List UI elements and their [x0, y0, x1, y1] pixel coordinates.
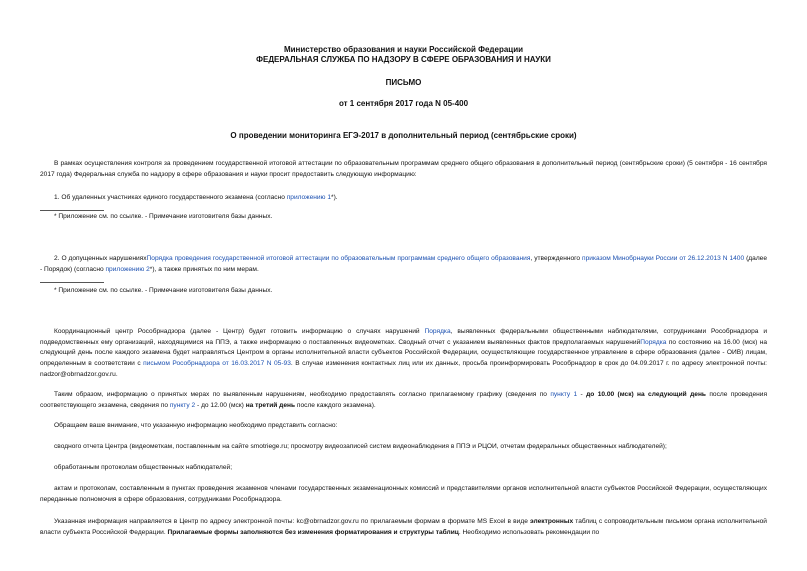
list-item-3: актам и протоколам, составленным в пунктах проведения экзаменов членами государственных экзаменационных комиссий и представителями органов исполнительной власти субъектов Российской Федерации, осуществляющих переданные полномочия в сфере образования, сотрудниками Рособрнадзора. [40, 485, 767, 503]
point-1-link[interactable]: пункту 1 [550, 391, 578, 398]
final-text-1: Указанная информация направляется в Центр по адресу электронной почты: kc@obrnadzor.gov.ru по прилагаемым формам в формате MS Excel в виде [54, 518, 531, 525]
coordination-center-paragraph [40, 327, 767, 381]
item-2-text-b: , утвержденного [530, 255, 583, 262]
schedule-text-1: Таким образом, информацию о принятых мерах по выявленным нарушениям, необходимо предоставлять согласно прилагаемому графику (сведения по [54, 391, 551, 398]
list-item-2: обработанным протоколам общественных наблюдателей; [54, 464, 233, 471]
item-1-text-before: 1. Об удаленных участниках единого государственного экзамена (согласно [54, 194, 287, 201]
final-paragraph [40, 517, 767, 538]
schedule-text-4: - до 12.00 (мск) [195, 401, 246, 409]
final-text-3: . Необходимо использовать рекомендации по [458, 528, 600, 536]
item-2-text-d: *), а также принятых по ним мерам. [149, 265, 259, 273]
final-text-2: таблиц с сопроводительным письмом органа исполнительной власти субъекта Российской Федерации. [40, 518, 767, 536]
schedule-text-2: - [577, 391, 587, 398]
document-type: ПИСЬМО [385, 78, 422, 87]
item-2-paragraph [40, 254, 767, 275]
final-bold-1: электронных [530, 518, 574, 525]
schedule-deadline-2: на третий день [245, 401, 296, 409]
letter-05-93-link[interactable]: письмом Рособрнадзора от 16.03.2017 N 05-93 [143, 360, 291, 368]
center-text-2: , выявленных федеральными общественными наблюдателями, сотрудниками Рособрнадзора и подведомственных ему организаций, находящимися на ППЭ, а также информацию о поставленных видеометках. Сводный отчет с указанием выявленных фактов предполагаемых нарушений [40, 328, 767, 346]
schedule-deadline-1: до 10.00 (мск) на следующий день [586, 391, 706, 398]
ministry-name: Министерство образования и науки Российской Федерации [283, 45, 524, 54]
appendix-1-link[interactable]: приложению 1 [286, 194, 332, 201]
final-bold-2: Прилагаемые формы заполняются без изменения форматирования и структуры таблиц [167, 528, 459, 536]
item-2-text-c: (далее - Порядок) (согласно [40, 255, 767, 273]
attention-paragraph: Обращаем ваше внимание, что указанную информацию необходимо представить согласно: [54, 422, 338, 429]
procedure-link-2[interactable]: Порядка [424, 328, 451, 335]
footnote-divider-2 [40, 282, 104, 283]
schedule-paragraph [40, 390, 767, 411]
intro-paragraph: В рамках осуществления контроля за проведением государственной итоговой аттестации по образовательным программам среднего общего образования в дополнительный период (сентябрьские сроки) (5 сентября - 16 сентября 2017 года) Федеральная служба по надзору в сфере образования и науки просит предоставить следующую информацию: [40, 160, 767, 178]
item-2-text-a: 2. О допущенных нарушениях [54, 255, 147, 262]
footnote-1: * Приложение см. по ссылке. - Примечание изготовителя базы данных. [54, 213, 273, 220]
schedule-text-3: после проведения соответствующего экзамена, сведения по [40, 391, 768, 409]
procedure-link-3[interactable]: Порядка [640, 338, 667, 346]
order-1400-link[interactable]: приказом Минобрнауки России от 26.12.2013 N 1400 [582, 255, 745, 262]
footnote-divider-1 [40, 210, 104, 211]
appendix-2-link[interactable]: приложению 2 [105, 265, 150, 273]
center-text-1: Координационный центр Рособрнадзора (далее - Центр) будет готовить информацию о случаях нарушений [54, 328, 425, 335]
service-name: ФЕДЕРАЛЬНАЯ СЛУЖБА ПО НАДЗОРУ В СФЕРЕ ОБРАЗОВАНИЯ И НАУКИ [256, 55, 551, 64]
document-subject: О проведении мониторинга ЕГЭ-2017 в дополнительный период (сентябрьские сроки) [230, 131, 577, 140]
document-date-number: от 1 сентября 2017 года N 05-400 [338, 99, 469, 108]
point-2-link[interactable]: пункту 2 [169, 401, 196, 409]
list-item-1: сводного отчета Центра (видеометкам, поставленным на сайте smotriege.ru; просмотру видеозаписей систем видеонаблюдения в ППЭ и РЦОИ, отчетам федеральных общественных наблюдателей); [54, 443, 667, 450]
center-text-3: по состоянию на 16.00 (мск) на следующий день после каждого экзамена будет направляться Центром в органы исполнительной власти субъектов Российской Федерации, осуществляющие государственное управление в сфере образования (далее - ОИВ) лицам, определенным в соответствии с [40, 338, 768, 368]
center-text-4: . В случае изменения контактных лиц или их данных, просьба проинформировать Рособрнадзор в срок до 04.09.2017 г. по адресу электронной почты: nadzor@obrnadzor.gov.ru. [40, 360, 767, 378]
item-1-paragraph [40, 193, 767, 204]
schedule-text-5: после каждого экзамена). [295, 401, 376, 409]
item-1-text-after: *). [331, 194, 338, 201]
procedure-link[interactable]: Порядка проведения государственной итоговой аттестации по образовательным программам среднего общего образования [146, 255, 531, 262]
footnote-2: * Приложение см. по ссылке. - Примечание изготовителя базы данных. [54, 287, 273, 294]
